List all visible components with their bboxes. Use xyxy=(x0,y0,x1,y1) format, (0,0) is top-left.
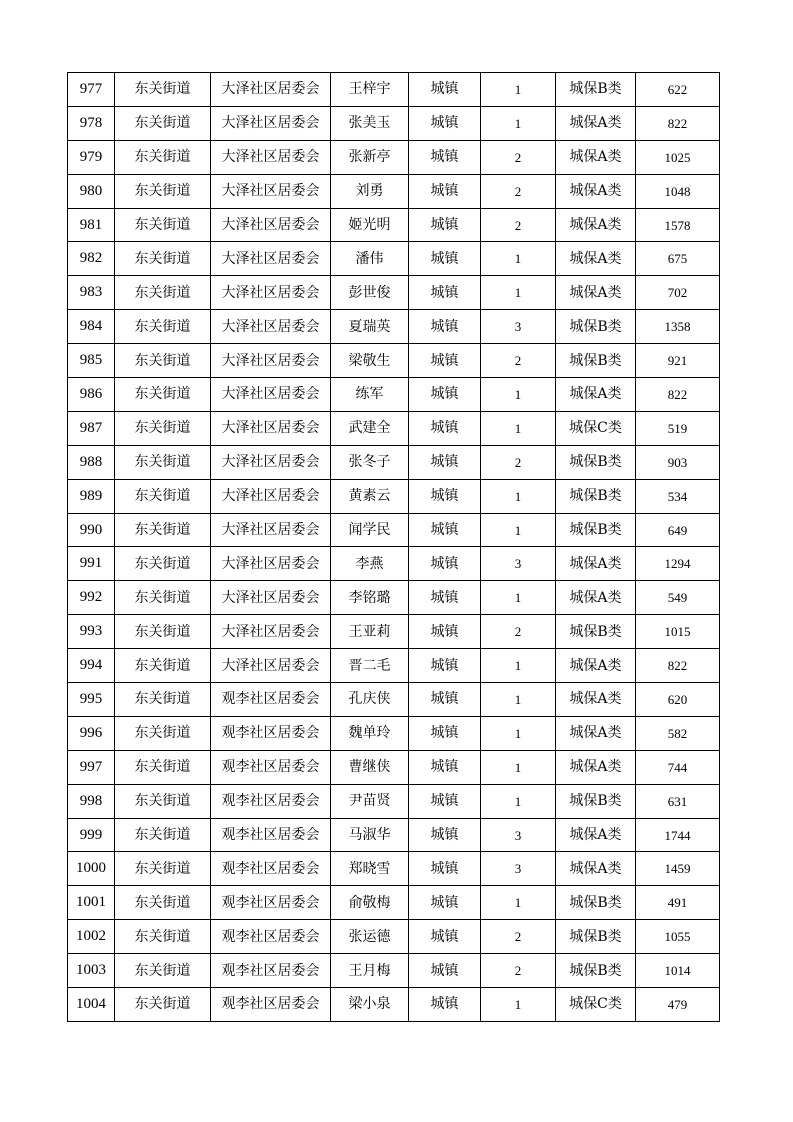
household-size-cell: 1 xyxy=(481,242,556,276)
amount-cell: 675 xyxy=(636,242,720,276)
household-type-cell: 城镇 xyxy=(409,174,481,208)
table-row xyxy=(68,784,720,818)
household-type-cell: 城镇 xyxy=(409,683,481,717)
row-number-cell: 999 xyxy=(68,818,115,852)
name-cell: 曹继侠 xyxy=(331,750,409,784)
household-size-cell: 1 xyxy=(481,750,556,784)
row-number-cell: 992 xyxy=(68,581,115,615)
community-cell: 大泽社区居委会 xyxy=(211,615,331,649)
name-cell: 王月梅 xyxy=(331,954,409,988)
household-type-cell: 城镇 xyxy=(409,886,481,920)
community-cell: 观李社区居委会 xyxy=(211,852,331,886)
amount-cell: 479 xyxy=(636,988,720,1022)
household-type-cell: 城镇 xyxy=(409,750,481,784)
household-size-cell: 2 xyxy=(481,445,556,479)
name-cell: 王亚莉 xyxy=(331,615,409,649)
insurance-category-cell: 城保B类 xyxy=(556,784,636,818)
subdistrict-cell: 东关街道 xyxy=(115,344,211,378)
name-cell: 尹苗贤 xyxy=(331,784,409,818)
name-cell: 魏单玲 xyxy=(331,716,409,750)
community-cell: 大泽社区居委会 xyxy=(211,174,331,208)
subdistrict-cell: 东关街道 xyxy=(115,818,211,852)
table-row xyxy=(68,276,720,310)
name-cell: 王梓宇 xyxy=(331,73,409,107)
amount-cell: 1048 xyxy=(636,174,720,208)
subdistrict-cell: 东关街道 xyxy=(115,208,211,242)
community-cell: 大泽社区居委会 xyxy=(211,208,331,242)
insurance-category-cell: 城保A类 xyxy=(556,852,636,886)
community-cell: 观李社区居委会 xyxy=(211,920,331,954)
subdistrict-cell: 东关街道 xyxy=(115,174,211,208)
row-number-cell: 987 xyxy=(68,411,115,445)
table-row xyxy=(68,649,720,683)
table-row xyxy=(68,988,720,1022)
insurance-category-cell: 城保B类 xyxy=(556,344,636,378)
insurance-category-cell: 城保B类 xyxy=(556,513,636,547)
insurance-category-cell: 城保A类 xyxy=(556,174,636,208)
amount-cell: 549 xyxy=(636,581,720,615)
row-number-cell: 990 xyxy=(68,513,115,547)
insurance-category-cell: 城保A类 xyxy=(556,106,636,140)
row-number-cell: 983 xyxy=(68,276,115,310)
insurance-category-cell: 城保A类 xyxy=(556,750,636,784)
community-cell: 观李社区居委会 xyxy=(211,886,331,920)
table-row xyxy=(68,818,720,852)
household-size-cell: 1 xyxy=(481,581,556,615)
amount-cell: 822 xyxy=(636,649,720,683)
insurance-category-cell: 城保B类 xyxy=(556,954,636,988)
household-size-cell: 2 xyxy=(481,920,556,954)
insurance-category-cell: 城保A类 xyxy=(556,242,636,276)
table-row xyxy=(68,716,720,750)
household-size-cell: 3 xyxy=(481,852,556,886)
subdistrict-cell: 东关街道 xyxy=(115,886,211,920)
subdistrict-cell: 东关街道 xyxy=(115,615,211,649)
row-number-cell: 988 xyxy=(68,445,115,479)
table-row xyxy=(68,445,720,479)
community-cell: 观李社区居委会 xyxy=(211,954,331,988)
row-number-cell: 986 xyxy=(68,378,115,412)
subdistrict-cell: 东关街道 xyxy=(115,683,211,717)
table-row xyxy=(68,920,720,954)
amount-cell: 744 xyxy=(636,750,720,784)
insurance-category-cell: 城保C类 xyxy=(556,988,636,1022)
amount-cell: 1578 xyxy=(636,208,720,242)
household-size-cell: 1 xyxy=(481,411,556,445)
amount-cell: 702 xyxy=(636,276,720,310)
amount-cell: 582 xyxy=(636,716,720,750)
table-row xyxy=(68,106,720,140)
row-number-cell: 985 xyxy=(68,344,115,378)
row-number-cell: 1000 xyxy=(68,852,115,886)
household-size-cell: 1 xyxy=(481,988,556,1022)
subdistrict-cell: 东关街道 xyxy=(115,445,211,479)
community-cell: 大泽社区居委会 xyxy=(211,242,331,276)
household-type-cell: 城镇 xyxy=(409,106,481,140)
table-row xyxy=(68,140,720,174)
household-size-cell: 1 xyxy=(481,73,556,107)
amount-cell: 1055 xyxy=(636,920,720,954)
household-size-cell: 2 xyxy=(481,615,556,649)
table-row xyxy=(68,73,720,107)
row-number-cell: 994 xyxy=(68,649,115,683)
amount-cell: 620 xyxy=(636,683,720,717)
table-row xyxy=(68,411,720,445)
name-cell: 夏瑞英 xyxy=(331,310,409,344)
name-cell: 刘勇 xyxy=(331,174,409,208)
insurance-category-cell: 城保A类 xyxy=(556,649,636,683)
household-type-cell: 城镇 xyxy=(409,242,481,276)
household-size-cell: 1 xyxy=(481,106,556,140)
household-type-cell: 城镇 xyxy=(409,784,481,818)
name-cell: 梁小泉 xyxy=(331,988,409,1022)
amount-cell: 921 xyxy=(636,344,720,378)
household-type-cell: 城镇 xyxy=(409,276,481,310)
table-row xyxy=(68,547,720,581)
table-row xyxy=(68,479,720,513)
amount-cell: 1015 xyxy=(636,615,720,649)
insurance-category-cell: 城保A类 xyxy=(556,140,636,174)
insurance-category-cell: 城保B类 xyxy=(556,445,636,479)
table-row xyxy=(68,310,720,344)
subdistrict-cell: 东关街道 xyxy=(115,649,211,683)
community-cell: 大泽社区居委会 xyxy=(211,581,331,615)
household-type-cell: 城镇 xyxy=(409,310,481,344)
amount-cell: 1744 xyxy=(636,818,720,852)
row-number-cell: 1004 xyxy=(68,988,115,1022)
household-type-cell: 城镇 xyxy=(409,73,481,107)
insurance-category-cell: 城保A类 xyxy=(556,547,636,581)
household-size-cell: 3 xyxy=(481,547,556,581)
name-cell: 孔庆侠 xyxy=(331,683,409,717)
household-size-cell: 3 xyxy=(481,310,556,344)
insurance-category-cell: 城保C类 xyxy=(556,411,636,445)
insurance-category-cell: 城保A类 xyxy=(556,683,636,717)
household-size-cell: 1 xyxy=(481,378,556,412)
name-cell: 彭世俊 xyxy=(331,276,409,310)
table-row xyxy=(68,750,720,784)
assistance-roster-table xyxy=(67,72,720,1022)
community-cell: 大泽社区居委会 xyxy=(211,378,331,412)
row-number-cell: 993 xyxy=(68,615,115,649)
insurance-category-cell: 城保B类 xyxy=(556,886,636,920)
community-cell: 大泽社区居委会 xyxy=(211,479,331,513)
table-row xyxy=(68,615,720,649)
amount-cell: 534 xyxy=(636,479,720,513)
row-number-cell: 1002 xyxy=(68,920,115,954)
row-number-cell: 997 xyxy=(68,750,115,784)
table-row xyxy=(68,852,720,886)
community-cell: 观李社区居委会 xyxy=(211,750,331,784)
subdistrict-cell: 东关街道 xyxy=(115,513,211,547)
amount-cell: 1358 xyxy=(636,310,720,344)
table-row xyxy=(68,683,720,717)
household-type-cell: 城镇 xyxy=(409,852,481,886)
table-row xyxy=(68,242,720,276)
household-type-cell: 城镇 xyxy=(409,378,481,412)
name-cell: 晋二毛 xyxy=(331,649,409,683)
subdistrict-cell: 东关街道 xyxy=(115,276,211,310)
community-cell: 观李社区居委会 xyxy=(211,683,331,717)
household-type-cell: 城镇 xyxy=(409,581,481,615)
household-size-cell: 1 xyxy=(481,716,556,750)
table-row xyxy=(68,513,720,547)
amount-cell: 1025 xyxy=(636,140,720,174)
name-cell: 闻学民 xyxy=(331,513,409,547)
subdistrict-cell: 东关街道 xyxy=(115,106,211,140)
table-row xyxy=(68,954,720,988)
name-cell: 俞敬梅 xyxy=(331,886,409,920)
insurance-category-cell: 城保A类 xyxy=(556,581,636,615)
subdistrict-cell: 东关街道 xyxy=(115,242,211,276)
household-size-cell: 2 xyxy=(481,174,556,208)
subdistrict-cell: 东关街道 xyxy=(115,547,211,581)
household-size-cell: 1 xyxy=(481,513,556,547)
community-cell: 大泽社区居委会 xyxy=(211,310,331,344)
subdistrict-cell: 东关街道 xyxy=(115,852,211,886)
name-cell: 武建全 xyxy=(331,411,409,445)
household-type-cell: 城镇 xyxy=(409,920,481,954)
insurance-category-cell: 城保B类 xyxy=(556,310,636,344)
household-size-cell: 2 xyxy=(481,954,556,988)
household-size-cell: 1 xyxy=(481,683,556,717)
row-number-cell: 1001 xyxy=(68,886,115,920)
subdistrict-cell: 东关街道 xyxy=(115,378,211,412)
community-cell: 观李社区居委会 xyxy=(211,818,331,852)
amount-cell: 1294 xyxy=(636,547,720,581)
amount-cell: 649 xyxy=(636,513,720,547)
insurance-category-cell: 城保A类 xyxy=(556,818,636,852)
household-type-cell: 城镇 xyxy=(409,818,481,852)
table-row xyxy=(68,174,720,208)
household-type-cell: 城镇 xyxy=(409,716,481,750)
amount-cell: 822 xyxy=(636,378,720,412)
household-type-cell: 城镇 xyxy=(409,988,481,1022)
amount-cell: 519 xyxy=(636,411,720,445)
community-cell: 大泽社区居委会 xyxy=(211,106,331,140)
household-size-cell: 1 xyxy=(481,479,556,513)
name-cell: 张美玉 xyxy=(331,106,409,140)
subdistrict-cell: 东关街道 xyxy=(115,920,211,954)
name-cell: 姬光明 xyxy=(331,208,409,242)
community-cell: 大泽社区居委会 xyxy=(211,344,331,378)
community-cell: 大泽社区居委会 xyxy=(211,513,331,547)
household-type-cell: 城镇 xyxy=(409,649,481,683)
insurance-category-cell: 城保B类 xyxy=(556,920,636,954)
table-row xyxy=(68,208,720,242)
subdistrict-cell: 东关街道 xyxy=(115,750,211,784)
subdistrict-cell: 东关街道 xyxy=(115,310,211,344)
subdistrict-cell: 东关街道 xyxy=(115,581,211,615)
amount-cell: 1014 xyxy=(636,954,720,988)
row-number-cell: 978 xyxy=(68,106,115,140)
amount-cell: 1459 xyxy=(636,852,720,886)
subdistrict-cell: 东关街道 xyxy=(115,140,211,174)
amount-cell: 491 xyxy=(636,886,720,920)
name-cell: 张冬子 xyxy=(331,445,409,479)
name-cell: 李燕 xyxy=(331,547,409,581)
household-size-cell: 1 xyxy=(481,886,556,920)
community-cell: 大泽社区居委会 xyxy=(211,411,331,445)
insurance-category-cell: 城保A类 xyxy=(556,378,636,412)
name-cell: 张新亭 xyxy=(331,140,409,174)
amount-cell: 622 xyxy=(636,73,720,107)
community-cell: 大泽社区居委会 xyxy=(211,276,331,310)
subdistrict-cell: 东关街道 xyxy=(115,479,211,513)
insurance-category-cell: 城保B类 xyxy=(556,479,636,513)
community-cell: 大泽社区居委会 xyxy=(211,140,331,174)
subdistrict-cell: 东关街道 xyxy=(115,411,211,445)
name-cell: 练军 xyxy=(331,378,409,412)
community-cell: 观李社区居委会 xyxy=(211,716,331,750)
community-cell: 大泽社区居委会 xyxy=(211,445,331,479)
name-cell: 李铭璐 xyxy=(331,581,409,615)
name-cell: 潘伟 xyxy=(331,242,409,276)
insurance-category-cell: 城保B类 xyxy=(556,615,636,649)
subdistrict-cell: 东关街道 xyxy=(115,988,211,1022)
name-cell: 郑晓雪 xyxy=(331,852,409,886)
row-number-cell: 980 xyxy=(68,174,115,208)
insurance-category-cell: 城保B类 xyxy=(556,73,636,107)
row-number-cell: 977 xyxy=(68,73,115,107)
amount-cell: 903 xyxy=(636,445,720,479)
amount-cell: 631 xyxy=(636,784,720,818)
name-cell: 张运德 xyxy=(331,920,409,954)
household-type-cell: 城镇 xyxy=(409,547,481,581)
household-type-cell: 城镇 xyxy=(409,513,481,547)
household-type-cell: 城镇 xyxy=(409,344,481,378)
household-type-cell: 城镇 xyxy=(409,615,481,649)
insurance-category-cell: 城保A类 xyxy=(556,716,636,750)
household-size-cell: 2 xyxy=(481,344,556,378)
row-number-cell: 998 xyxy=(68,784,115,818)
table-row xyxy=(68,581,720,615)
household-type-cell: 城镇 xyxy=(409,445,481,479)
subdistrict-cell: 东关街道 xyxy=(115,716,211,750)
name-cell: 梁敬生 xyxy=(331,344,409,378)
row-number-cell: 979 xyxy=(68,140,115,174)
row-number-cell: 981 xyxy=(68,208,115,242)
subdistrict-cell: 东关街道 xyxy=(115,73,211,107)
table-row xyxy=(68,886,720,920)
amount-cell: 822 xyxy=(636,106,720,140)
household-size-cell: 3 xyxy=(481,818,556,852)
insurance-category-cell: 城保A类 xyxy=(556,276,636,310)
row-number-cell: 1003 xyxy=(68,954,115,988)
roster-body xyxy=(68,73,720,1022)
row-number-cell: 982 xyxy=(68,242,115,276)
subdistrict-cell: 东关街道 xyxy=(115,784,211,818)
community-cell: 大泽社区居委会 xyxy=(211,73,331,107)
row-number-cell: 996 xyxy=(68,716,115,750)
household-type-cell: 城镇 xyxy=(409,954,481,988)
row-number-cell: 995 xyxy=(68,683,115,717)
community-cell: 观李社区居委会 xyxy=(211,988,331,1022)
household-type-cell: 城镇 xyxy=(409,208,481,242)
subdistrict-cell: 东关街道 xyxy=(115,954,211,988)
community-cell: 大泽社区居委会 xyxy=(211,547,331,581)
community-cell: 观李社区居委会 xyxy=(211,784,331,818)
table-row xyxy=(68,344,720,378)
household-type-cell: 城镇 xyxy=(409,479,481,513)
household-size-cell: 1 xyxy=(481,649,556,683)
household-size-cell: 1 xyxy=(481,784,556,818)
row-number-cell: 989 xyxy=(68,479,115,513)
community-cell: 大泽社区居委会 xyxy=(211,649,331,683)
row-number-cell: 991 xyxy=(68,547,115,581)
household-size-cell: 2 xyxy=(481,140,556,174)
name-cell: 黄素云 xyxy=(331,479,409,513)
household-type-cell: 城镇 xyxy=(409,140,481,174)
insurance-category-cell: 城保A类 xyxy=(556,208,636,242)
name-cell: 马淑华 xyxy=(331,818,409,852)
household-size-cell: 2 xyxy=(481,208,556,242)
household-type-cell: 城镇 xyxy=(409,411,481,445)
household-size-cell: 1 xyxy=(481,276,556,310)
table-row xyxy=(68,378,720,412)
row-number-cell: 984 xyxy=(68,310,115,344)
